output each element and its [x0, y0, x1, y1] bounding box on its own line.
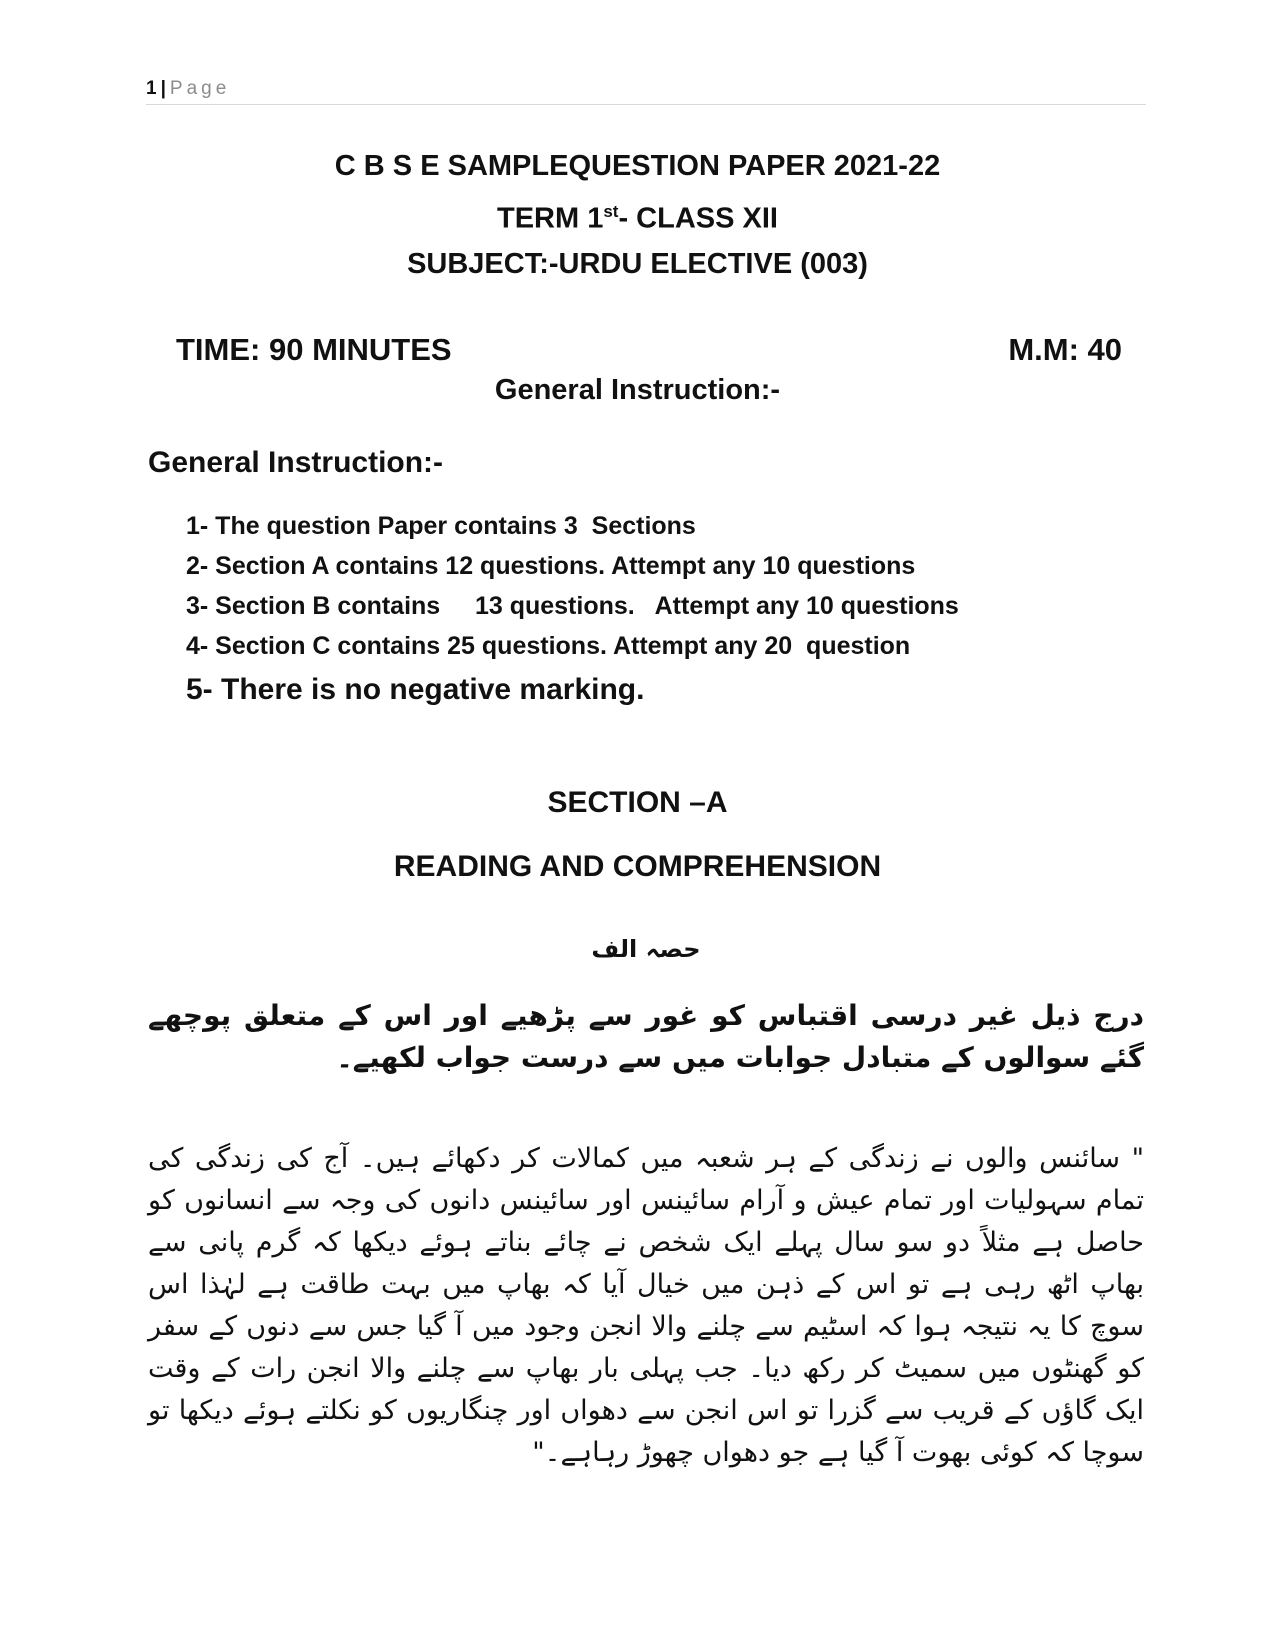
term-superscript: st	[603, 202, 619, 221]
title-line-2	[0, 189, 1275, 242]
section-title: SECTION –A	[547, 786, 728, 819]
page-label: Page	[169, 78, 231, 99]
general-instruction-centered: General Instruction:-	[494, 374, 781, 406]
urdu-instruction: درج ذیل غیر درسی اقتباس کو غور سے پڑھیے اور اس کے متعلق پوچھے گئے سوالوں کے متبادل جوابات میں سے درست جواب لکھیے۔	[148, 999, 1145, 1074]
instruction-list	[186, 506, 959, 714]
page-separator: |	[160, 78, 166, 99]
term-prefix: TERM 1	[497, 202, 604, 235]
general-instruction-heading: General Instruction:-	[148, 446, 444, 479]
instruction-item: 2- Section A contains 12 questions. Attempt any 10 questions	[186, 552, 916, 580]
urdu-section-title: حصہ الف	[591, 935, 701, 963]
paper-title	[0, 144, 1275, 287]
instruction-item: 4- Section C contains 25 questions. Attempt any 20 question	[186, 632, 911, 660]
section-subtitle: READING AND COMPREHENSION	[393, 850, 882, 883]
instruction-item: 5- There is no negative marking.	[186, 673, 645, 706]
time-marks-row	[176, 332, 1122, 368]
instruction-item: 3- Section B contains 13 questions. Attempt any 10 questions	[186, 592, 959, 620]
page-header	[146, 78, 1146, 105]
title-line-3: SUBJECT:-URDU ELECTIVE (003)	[407, 247, 868, 280]
time-label: TIME: 90 MINUTES	[176, 332, 452, 367]
max-marks-label: M.M: 40	[1008, 332, 1122, 367]
title-line-1: C B S E SAMPLEQUESTION PAPER 2021-22	[334, 150, 941, 182]
urdu-passage: " سائنس والوں نے زندگی کے ہر شعبہ میں کمالات کر دکھائے ہیں۔ آج کی زندگی کی تمام سہولیات اور تمام عیش و آرام سائینس اور سائینس دانوں کی وجہ سے انسانوں کو حاصل ہے مثلاً دو سو سال پہلے ایک شخص نے چائے بناتے ہوئے دیکھا کہ گرم پانی سے بھاپ اٹھ رہی ہے تو اس کے ذہن میں خیال آیا کہ بھاپ میں بہت طاقت ہے لہٰذا اس سوچ کا یہ نتیجہ ہوا کہ اسٹیم سے چلنے والا انجن وجود میں آ گیا جس سے دنوں کے سفر کو گھنٹوں میں سمیٹ کر رکھ دیا۔ جب پہلی بار بھاپ سے چلنے والا انجن رات کے وقت ایک گاؤں کے قریب سے گزرا تو اس انجن سے دھواں اور چنگاریوں کو نکلتے ہوئے دیکھا تو سوچا کہ کوئی بھوت آ گیا ہے جو دھواں چھوڑ رہاہے۔"	[148, 1143, 1144, 1468]
term-suffix: - CLASS XII	[618, 202, 778, 235]
instruction-item: 1- The question Paper contains 3 Sections	[186, 512, 696, 540]
page-number: 1	[146, 78, 157, 99]
